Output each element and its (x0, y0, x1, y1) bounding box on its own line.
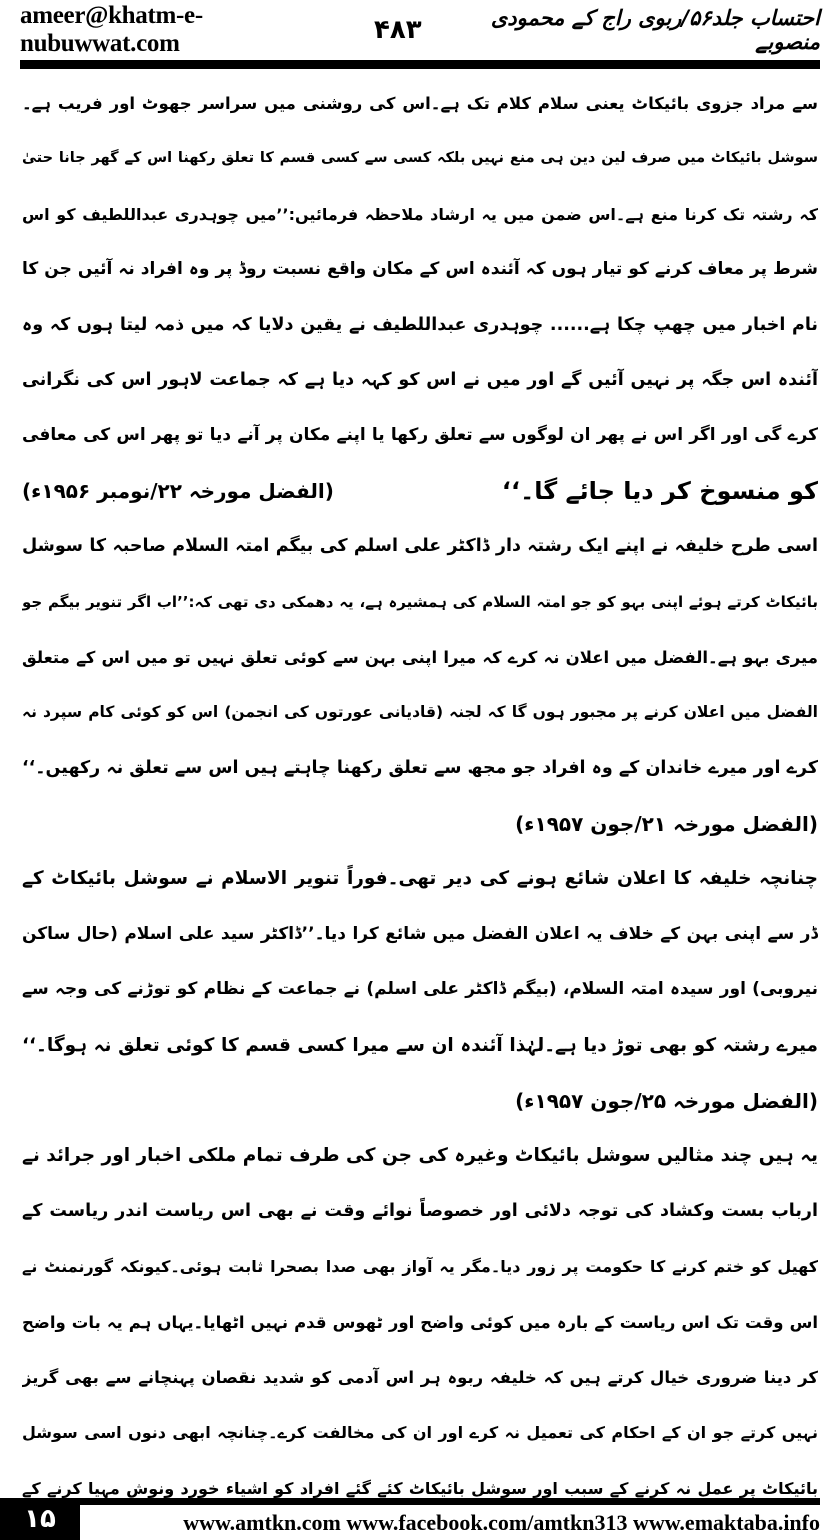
text-line (22, 1073, 818, 1128)
text-line (22, 1239, 818, 1294)
text-line (22, 1018, 818, 1073)
line-text: الفضل میں اعلان کرنے پر مجبور ہوں گا کہ لجنہ (قادیانی عورتوں کی انجمن) اس کو کوئی کام سپرد نہ (22, 703, 818, 722)
line-text: سوشل بائیکاٹ میں صرف لین دین ہی منع نہیں بلکہ کسی سے کسی قسم کا تعلق رکھنا اس کے گھر جانا حتیٰ (22, 150, 818, 167)
citation: (الفضل مورخہ ۲۲/نومبر ۱۹۵۶ء) (22, 478, 334, 503)
text-line (22, 464, 818, 519)
text-line (22, 575, 818, 630)
text-line (22, 298, 818, 353)
line-text: ڈر سے اپنی بہن کے خلاف یہ اعلان الفضل میں شائع کرا دیا۔’’ڈاکٹر سید علی اسلام (حال ساکن (22, 923, 818, 944)
text-line (22, 630, 818, 685)
text-line (22, 741, 818, 796)
text-line (22, 187, 818, 242)
line-text: میری بہو ہے۔الفضل میں اعلان نہ کرے کہ میرا اپنی بہن سے کوئی تعلق نہیں تو میں اس کے متعلق (22, 647, 818, 667)
text-line (22, 685, 818, 740)
line-text: اسی طرح خلیفہ نے اپنے ایک رشتہ دار ڈاکٹر علی اسلم کی بیگم امتہ السلام صاحبہ کا سوشل (22, 536, 818, 557)
line-text: اس وقت تک اس ریاست کے بارہ میں کوئی واضح اور ٹھوس قدم نہیں اٹھایا۔یہاں ہم یہ بات واضح (22, 1312, 818, 1332)
text-line (22, 1350, 818, 1405)
line-text: میرے رشتہ کو بھی توڑ دیا ہے۔لہٰذا آئندہ ان سے میرا کسی قسم کا کوئی تعلق نہ ہوگا۔‘‘ (22, 1034, 818, 1056)
text-line (22, 851, 818, 906)
text-line (22, 796, 818, 851)
line-text: بائیکاٹ پر عمل نہ کرنے کے سبب اور سوشل بائیکاٹ کئے گئے افراد کو اشیاء خورد ونوش مہیا کرنے کے (22, 1478, 818, 1498)
line-text: ارباب بست وکشاد کی توجہ دلائی اور خصوصاً نوائے وقت نے بھی اس ریاست اندر ریاست کے (22, 1200, 818, 1221)
page-header (20, 2, 820, 57)
header-page-number: ۴۸۳ (374, 15, 422, 45)
line-text: کرے گی اور اگر اس نے پھر ان لوگوں سے تعلق رکھا یا اپنے مکان پر آنے دیا تو پھر اس کی معافی (22, 425, 818, 446)
footer-links: www.amtkn.com www.facebook.com/amtkn313 www.emaktaba.info (183, 1510, 820, 1535)
line-text: چنانچہ خلیفہ کا اعلان شائع ہونے کی دیر تھی۔فوراً تنویر الاسلام نے سوشل بائیکاٹ کے (22, 868, 818, 890)
text-line (22, 76, 818, 131)
line-text: کھیل کو ختم کرنے کا حکومت پر زور دیا۔مگر یہ آواز بھی صدا بصحرا ثابت ہوئی۔کیونکہ گورنمنٹ نے (22, 1257, 818, 1277)
text-line (22, 907, 818, 962)
line-text: شرط پر معاف کرنے کو تیار ہوں کہ آئندہ اس کے مکان واقع نسبت روڈ پر وہ افراد نہ آئیں جن کا (22, 259, 818, 280)
line-text: کو منسوخ کر دیا جائے گا۔‘‘ (501, 476, 818, 505)
line-text: نیروبی) اور سیدہ امتہ السلام، (بیگم ڈاکٹر علی اسلم) نے جماعت کے نظام کو توڑنے کی وجہ سے (22, 979, 818, 1000)
text-line (22, 242, 818, 297)
page-body-text (22, 76, 818, 1516)
line-text: کر دینا ضروری خیال کرتے ہیں کہ خلیفہ ربوہ ہر اس آدمی کو شدید نقصان پہنچانے سے بھی گریز (22, 1367, 818, 1387)
text-line (22, 1128, 818, 1183)
line-text: بائیکاٹ کرتے ہوئے اپنی بہو کو جو امتہ السلام کی ہمشیرہ ہے، یہ دھمکی دی تھی کہ:’’اب اگر تنویر بیگم جو (22, 592, 818, 611)
text-line (22, 1295, 818, 1350)
citation: (الفضل مورخہ ۲۵/جون ۱۹۵۷ء) (515, 1089, 818, 1114)
footer-page-number: ۱۵ (0, 1498, 80, 1540)
line-text: کرے اور میرے خاندان کے وہ افراد جو مجھ سے تعلق رکھنا چاہتے ہیں اس سے تعلق نہ رکھیں۔‘‘ (22, 757, 818, 778)
line-text: نہیں کرتے جو ان کے احکام کی تعمیل نہ کرے اور ان کی مخالفت کرے۔چنانچہ ابھی دنوں اسی سوشل (22, 1423, 818, 1443)
text-line (22, 1184, 818, 1239)
line-text: کہ رشتہ تک کرنا منع ہے۔اس ضمن میں یہ ارشاد ملاحظہ فرمائیں:’’میں چوہدری عبداللطیف کو اس (22, 204, 818, 224)
line-text: سے مراد جزوی بائیکاٹ یعنی سلام کلام تک ہے۔اس کی روشنی میں سراسر جھوٹ اور فریب ہے۔ (22, 94, 818, 113)
header-email: ameer@khatm-e-nubuwwat.com (20, 2, 203, 57)
footer-rule (0, 1498, 820, 1505)
header-book-title: احتساب جلد۵۶/ربوی راج کے محمودی منصوبے (490, 6, 820, 54)
line-text: نام اخبار میں چھپ چکا ہے...... چوہدری عبداللطیف نے یقین دلایا کہ میں ذمہ لیتا ہوں کہ وہ (22, 314, 818, 335)
text-line (22, 408, 818, 463)
text-line (22, 131, 818, 186)
line-text: آئندہ اس جگہ پر نہیں آئیں گے اور میں نے اس کو کہہ دیا ہے کہ جماعت لاہور اس کی نگرانی (22, 369, 818, 390)
text-line (22, 519, 818, 574)
header-rule (20, 60, 820, 69)
text-line (22, 1405, 818, 1460)
line-text: یہ ہیں چند مثالیں سوشل بائیکاٹ وغیرہ کی جن کی طرف تمام ملکی اخبار اور جرائد نے (22, 1145, 818, 1167)
text-line (22, 962, 818, 1017)
text-line (22, 353, 818, 408)
citation: (الفضل مورخہ ۲۱/جون ۱۹۵۷ء) (515, 812, 818, 837)
